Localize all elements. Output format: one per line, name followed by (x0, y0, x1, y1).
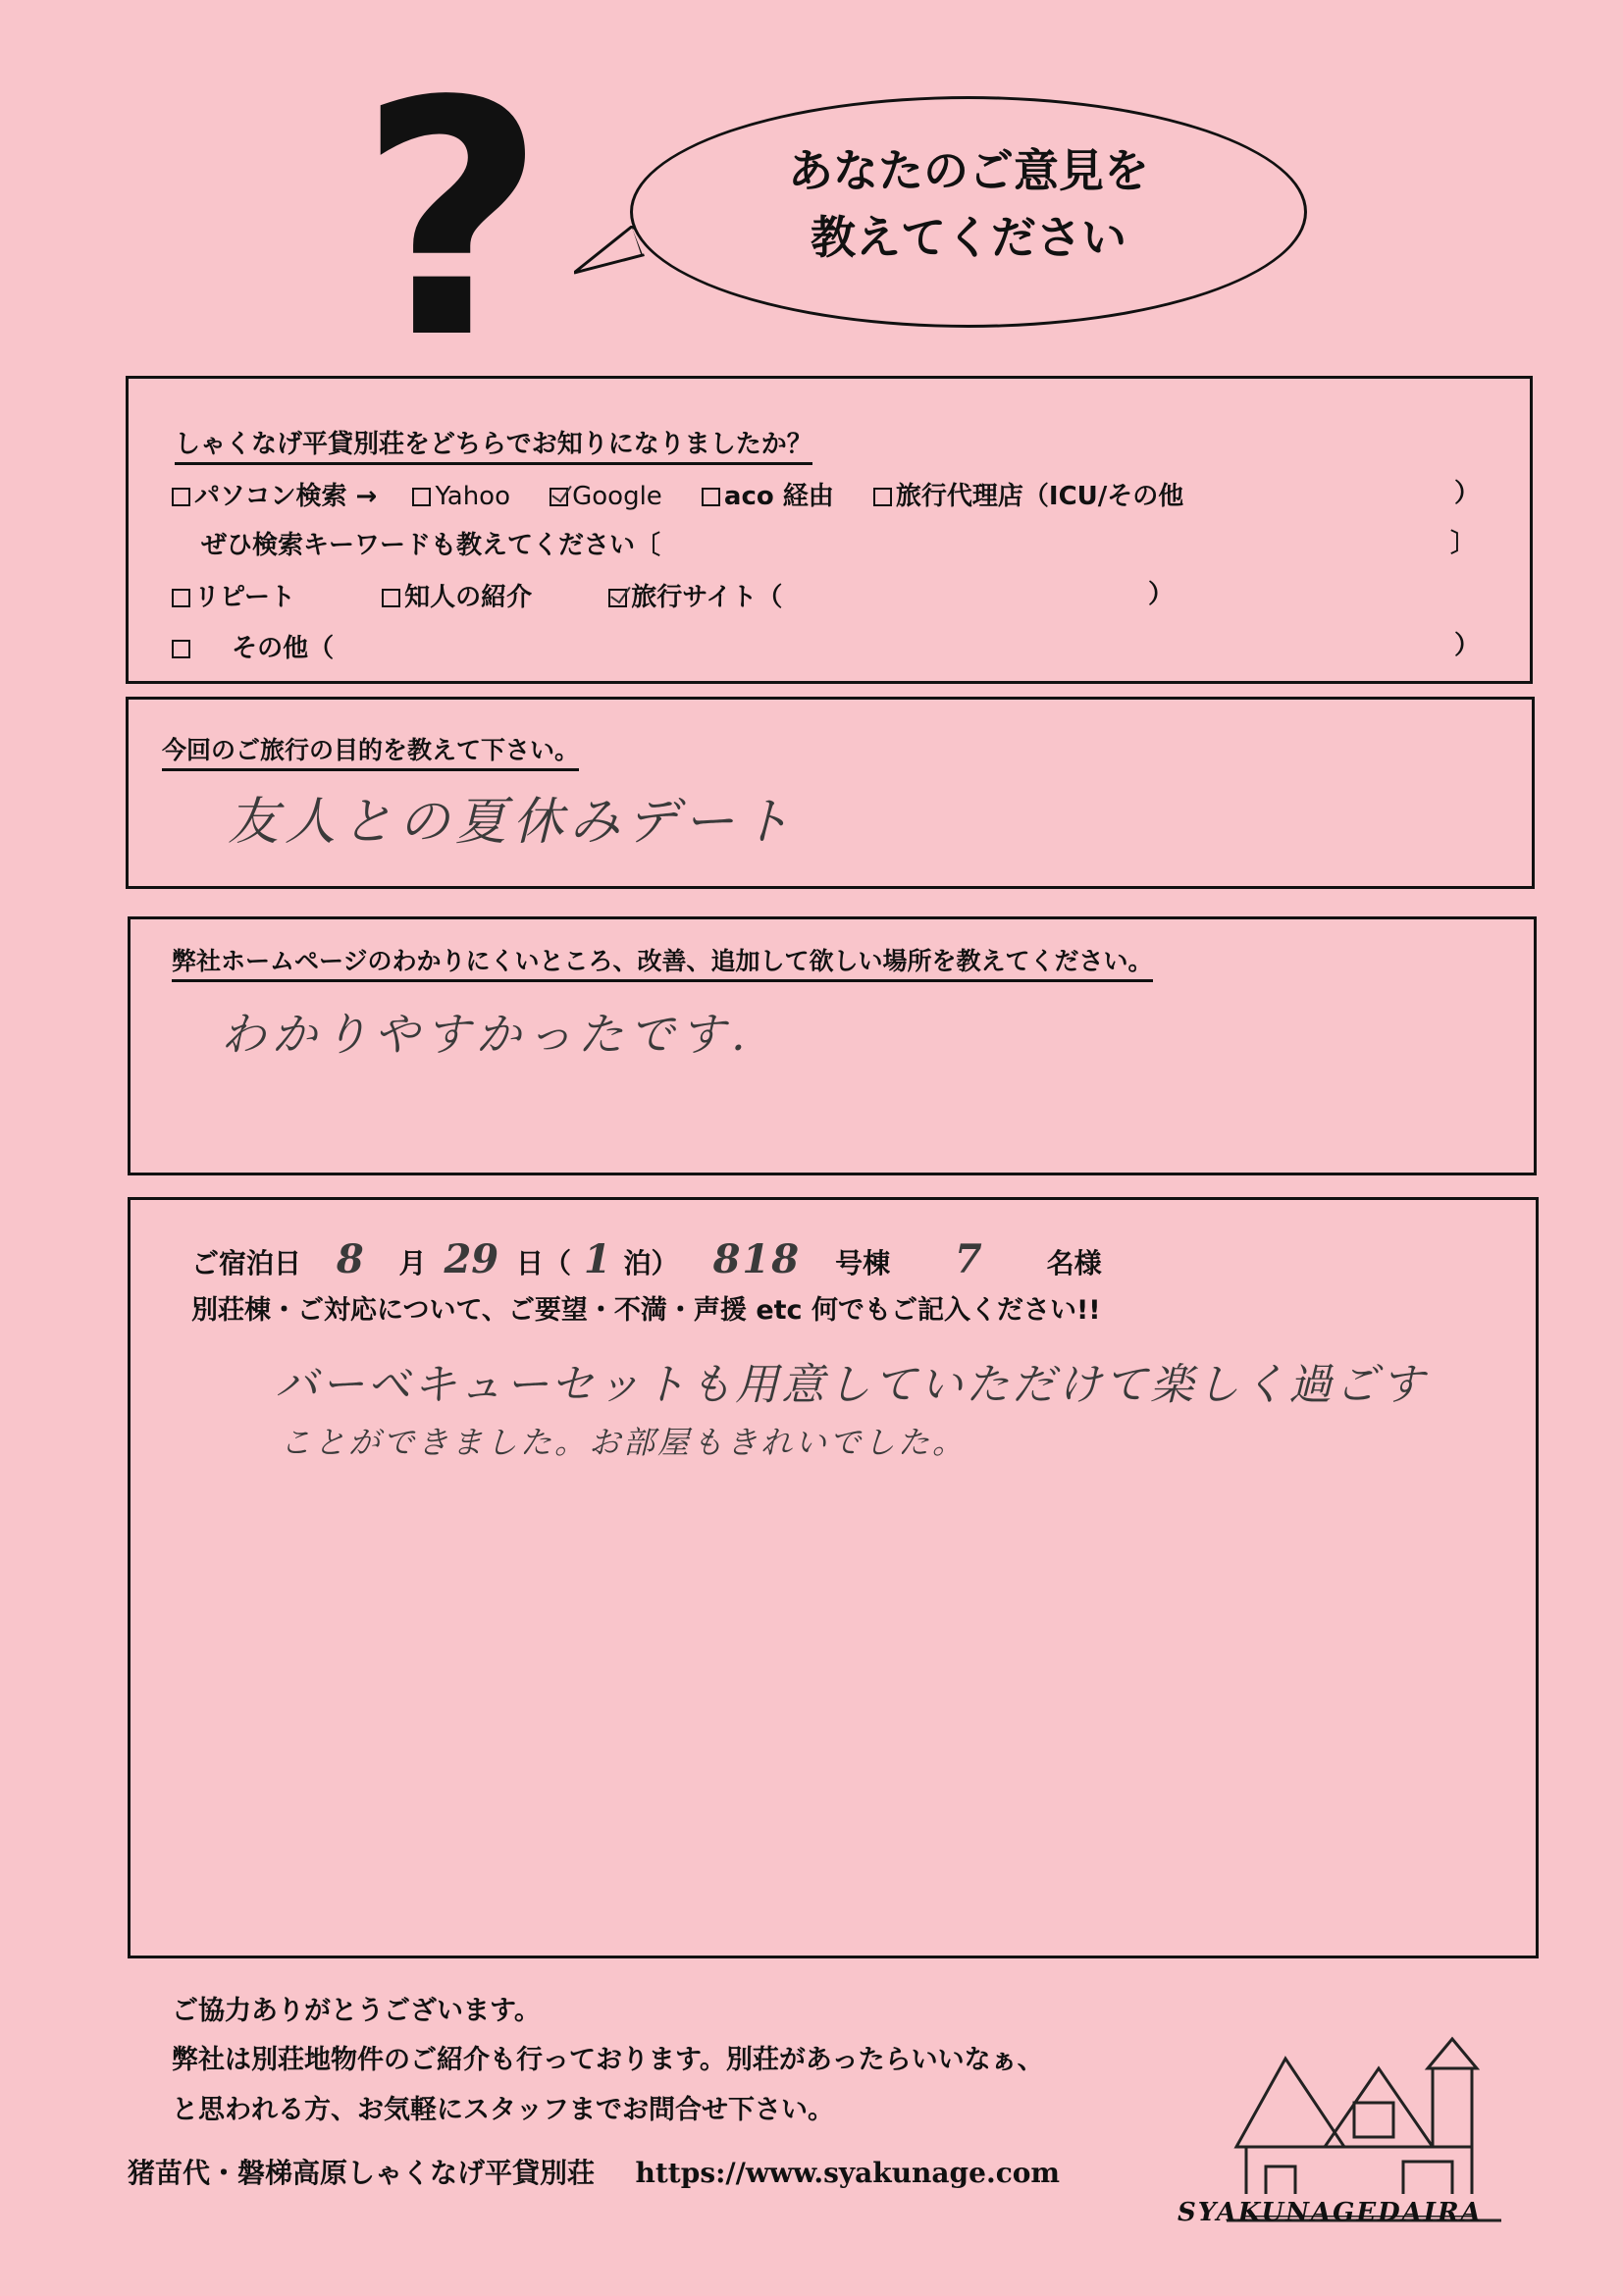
guests-label: 名様 (1046, 1247, 1102, 1279)
nights-label: 泊） (623, 1247, 679, 1279)
question-mark-graphic: ? (358, 32, 547, 409)
purpose-answer: 友人との夏休みデート (228, 793, 798, 852)
footer-company-line (128, 2152, 1060, 2191)
company-name: 猪苗代・磐梯高原しゃくなげ平貸別荘 (128, 2157, 596, 2189)
website-link[interactable]: https://www.syakunage.com (635, 2157, 1061, 2189)
source-question: しゃくなげ平貸別荘をどちらでお知りになりましたか？ (175, 424, 812, 465)
repeat-label: リピート (194, 583, 295, 612)
yahoo-label: Yahoo (435, 482, 510, 511)
referral-label: 知人の紹介 (404, 583, 533, 612)
bubble-text (630, 137, 1307, 271)
month-label: 月 (398, 1247, 427, 1279)
stay-answer-line-1: バーベキューセットも用意していただけて楽しく過ごす (275, 1360, 1428, 1410)
stay-label: ご宿泊日 (191, 1247, 302, 1279)
travel-agency-checkbox[interactable] (873, 488, 892, 506)
other-label: その他（ (232, 634, 335, 663)
footer-thanks: ご協力ありがとうございます。 (172, 1996, 541, 2026)
yahoo-checkbox[interactable] (412, 488, 431, 506)
stay-answer-line-2: ことができました。お部屋もきれいでした。 (280, 1424, 968, 1461)
nights-value: 1 (583, 1236, 611, 1282)
other-close: ） (1454, 631, 1481, 660)
aco-checkbox[interactable] (702, 488, 720, 506)
footer-line-2: 弊社は別荘地物件のご紹介も行っております。別荘があったらいいなぁ、 (172, 2045, 1044, 2075)
google-label: Google (572, 482, 662, 511)
source-row-1 (172, 476, 1183, 512)
other-checkbox[interactable] (172, 640, 190, 658)
logo-text: SYAKUNAGEDAIRA (1178, 2198, 1483, 2227)
google-checkbox[interactable] (550, 488, 568, 506)
building-value: 818 (712, 1236, 802, 1282)
aco-label: aco 経由 (723, 482, 834, 511)
bubble-line-2: 教えてください (811, 211, 1126, 264)
source-row-4 (172, 628, 334, 664)
building-label: 号棟 (835, 1247, 891, 1279)
website-feedback-answer: わかりやすかったです. (221, 1008, 752, 1061)
footer-line-3: と思われる方、お気軽にスタッフまでお問合せ下さい。 (172, 2095, 834, 2125)
source-row-3 (172, 577, 782, 613)
website-feedback-question: 弊社ホームページのわかりにくいところ、改善、追加して欲しい場所を教えてください。 (172, 942, 1153, 982)
day-label: 日（ (516, 1247, 572, 1279)
purpose-question: 今回のご旅行の目的を教えて下さい。 (162, 731, 579, 771)
travel-agency-close: ） (1454, 479, 1481, 508)
travel-site-checkbox[interactable] (608, 589, 627, 607)
day-value: 29 (444, 1236, 499, 1282)
repeat-checkbox[interactable] (172, 589, 190, 607)
bubble-line-1: あなたのご意見を (788, 144, 1149, 197)
guests-value: 7 (954, 1236, 982, 1282)
keyword-prompt: ぜひ検索キーワードも教えてください〔 (201, 531, 661, 560)
travel-site-close: ） (1148, 580, 1175, 609)
stay-info-row (191, 1236, 1102, 1282)
travel-agency-label: 旅行代理店（ICU/その他 (895, 482, 1184, 511)
pc-search-checkbox[interactable] (172, 488, 190, 506)
referral-checkbox[interactable] (382, 589, 400, 607)
month-value: 8 (336, 1236, 364, 1282)
travel-site-label: 旅行サイト（ (631, 583, 783, 612)
stay-comment-prompt: 別荘棟・ご対応について、ご要望・不満・声援 etc 何でもご記入ください!! (191, 1295, 1101, 1326)
keyword-close: 〕 (1450, 529, 1477, 558)
pc-search-label: パソコン検索 → (194, 482, 378, 511)
